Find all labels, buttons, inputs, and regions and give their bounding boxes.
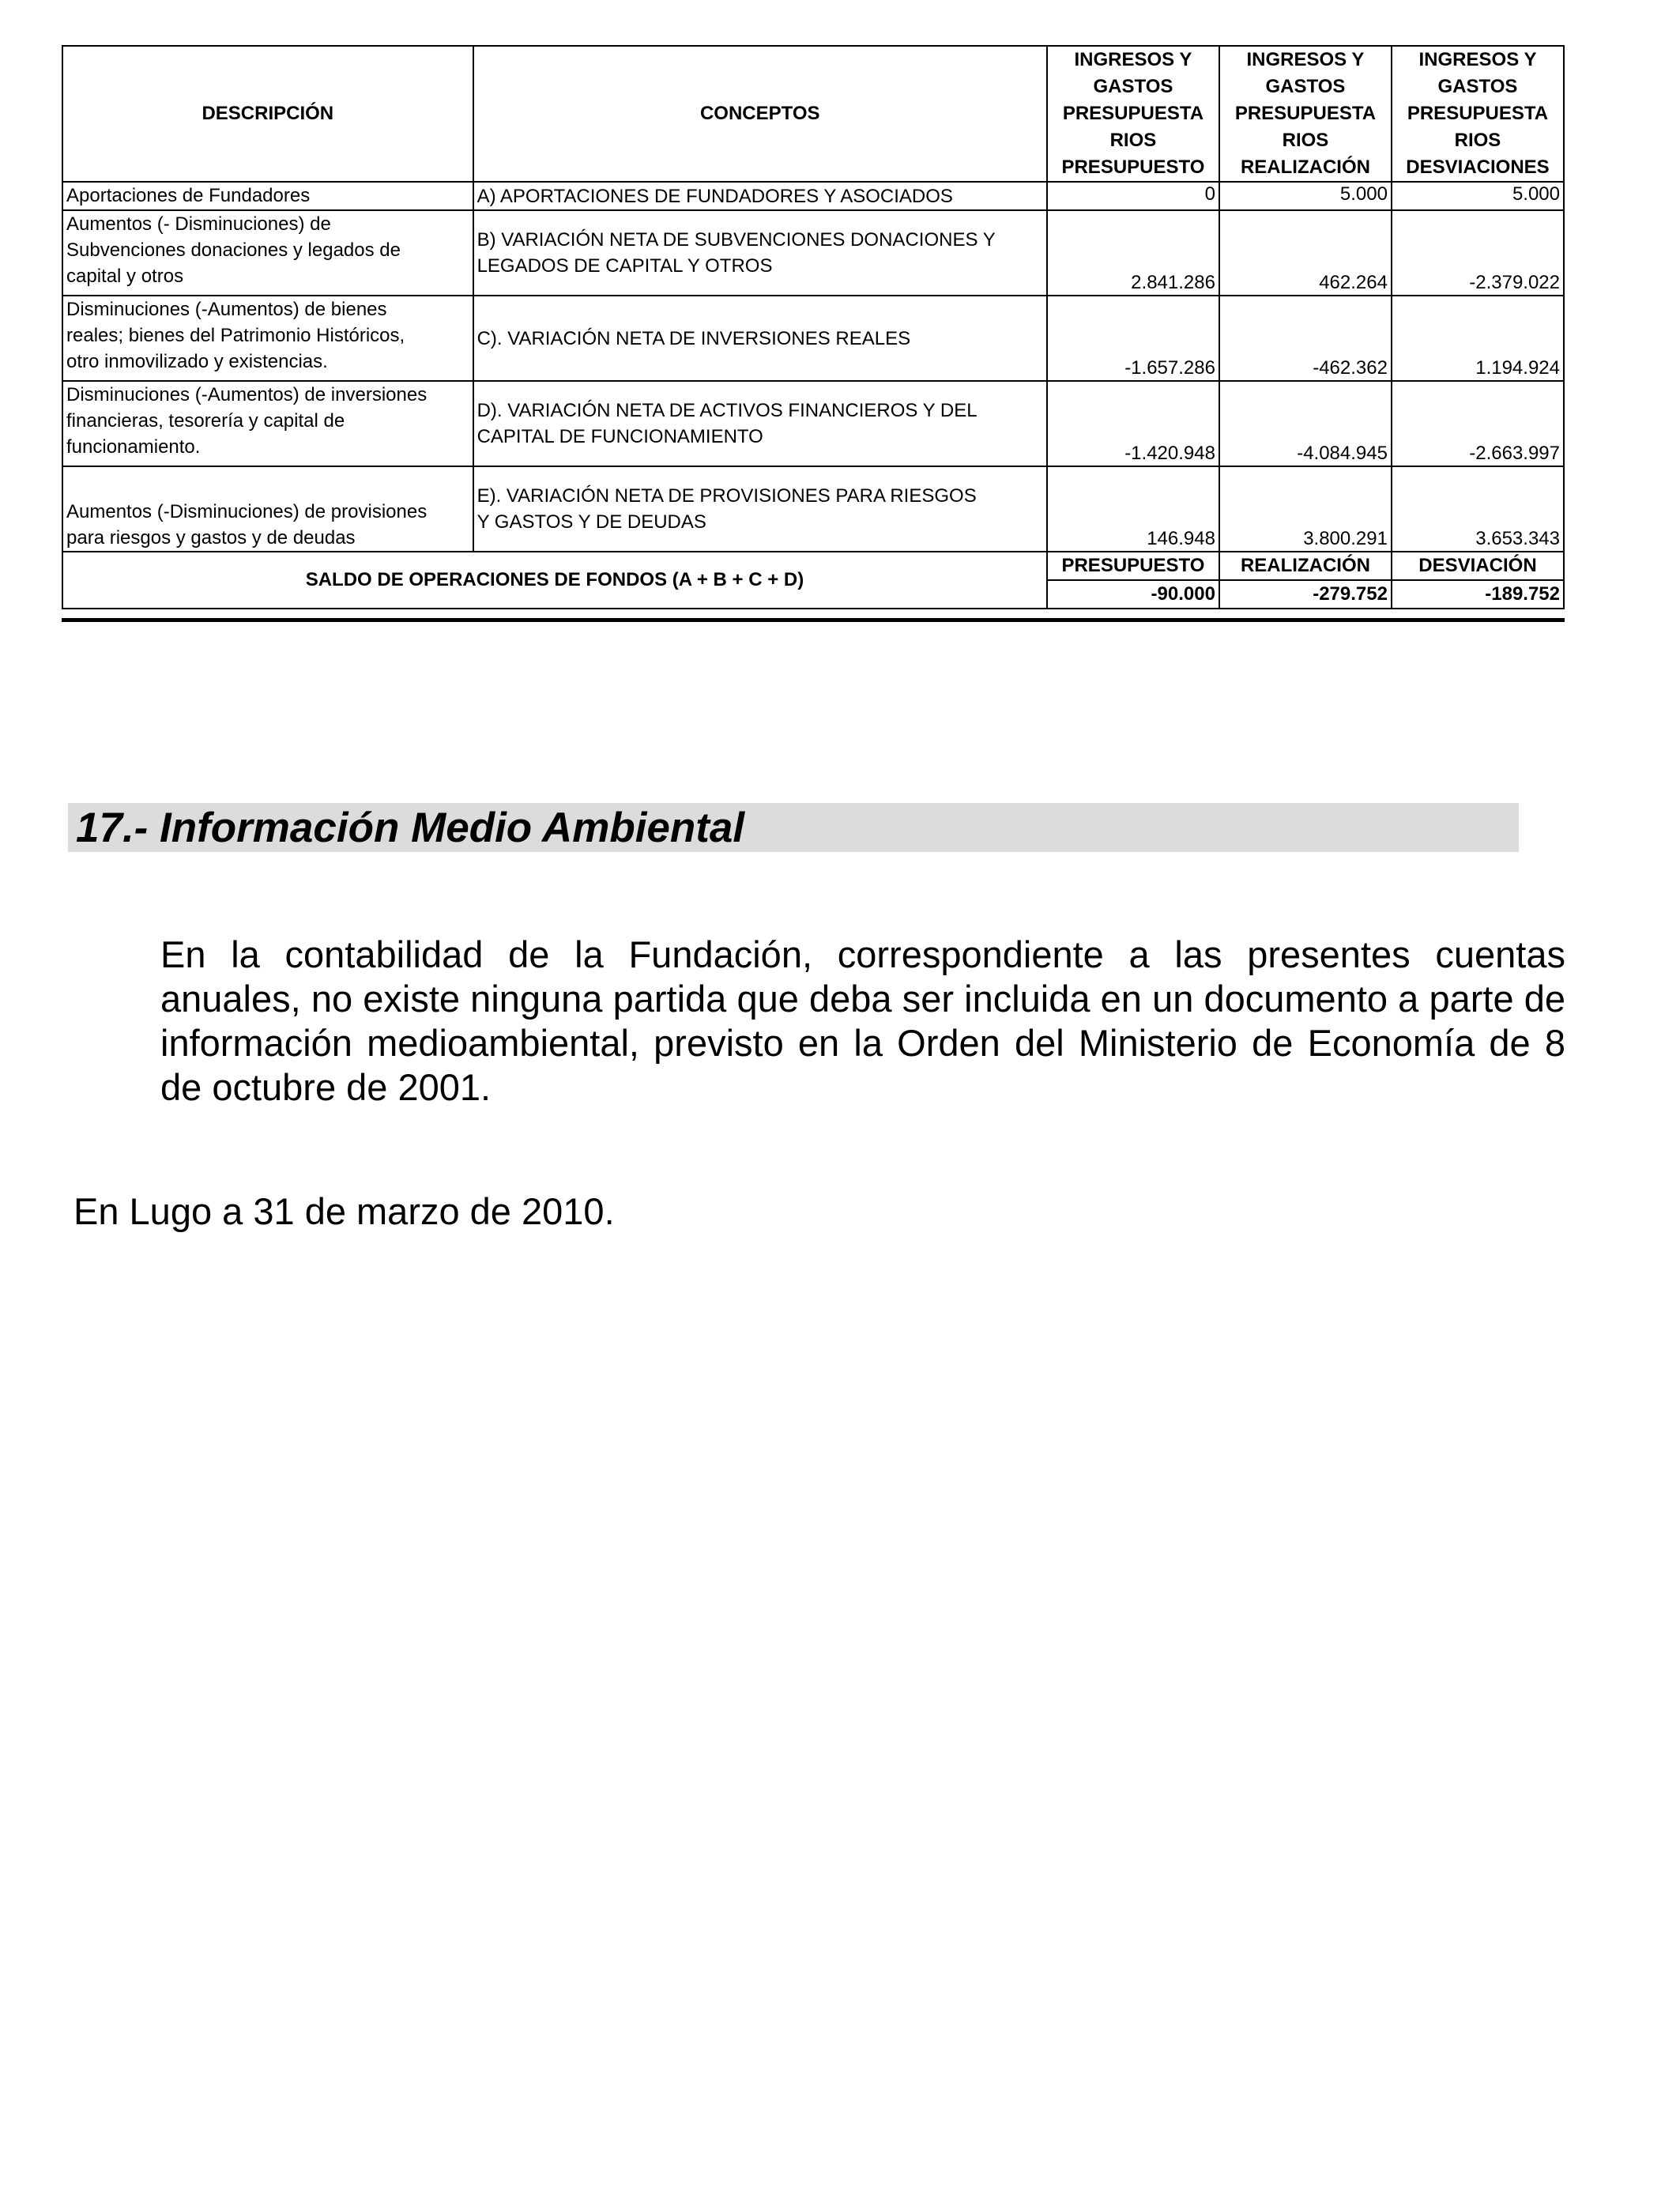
header-line: REALIZACIÓN (1240, 156, 1370, 178)
table-row (62, 381, 1564, 466)
concepto-line: C). VARIACIÓN NETA DE INVERSIONES REALES (477, 327, 911, 349)
desc-line: Subvenciones donaciones y legados de (66, 239, 401, 261)
saldo-desviacion: -189.752 (1392, 580, 1564, 609)
concepto-line: Y GASTOS Y DE DEUDAS (477, 511, 706, 533)
header-line: INGRESOS Y (1418, 49, 1537, 70)
saldo-header-row (62, 552, 1564, 580)
header-line: RIOS (1282, 130, 1329, 151)
cell-realizacion: 3.800.291 (1219, 466, 1392, 552)
header-presupuesto (1047, 46, 1219, 182)
body-paragraph: En la contabilidad de la Fundación, correspondiente a las presentes cuentas anuales, no existe ninguna partida que deba ser incluida en un documento a parte de información medioambiental, previsto en la Orden del Ministerio de Economía de 8 de octubre de 2001. (160, 933, 1565, 1108)
desc-line: Aportaciones de Fundadores (66, 185, 311, 206)
header-line: PRESUPUESTA (1234, 103, 1377, 124)
row-concepto (473, 182, 1047, 210)
section-title: 17.- Información Medio Ambiental (76, 805, 745, 851)
concepto-line: LEGADOS DE CAPITAL Y OTROS (477, 255, 773, 277)
header-descripcion: DESCRIPCIÓN (62, 46, 473, 182)
desc-line: Disminuciones (-Aumentos) de bienes (66, 299, 387, 320)
cell-presupuesto: -1.657.286 (1047, 296, 1219, 381)
table-row (62, 296, 1564, 381)
row-descripcion (62, 296, 473, 381)
header-line: GASTOS (1265, 76, 1346, 97)
closing-line: En Lugo a 31 de marzo de 2010. (73, 1190, 615, 1232)
header-line: GASTOS (1093, 76, 1173, 97)
concepto-line: E). VARIACIÓN NETA DE PROVISIONES PARA RIESGOS (477, 485, 977, 507)
cell-desviacion: -2.379.022 (1392, 210, 1564, 296)
header-line: PRESUPUESTO (1061, 156, 1205, 178)
header-line: INGRESOS Y (1246, 49, 1365, 70)
concepto-line: CAPITAL DE FUNCIONAMIENTO (477, 426, 763, 447)
table-row (62, 182, 1564, 210)
cell-presupuesto: -1.420.948 (1047, 381, 1219, 466)
desc-line: Disminuciones (-Aumentos) de inversiones (66, 384, 428, 405)
cell-desviacion: 1.194.924 (1392, 296, 1564, 381)
concepto-line: A) APORTACIONES DE FUNDADORES Y ASOCIADOS (477, 185, 953, 207)
header-line: PRESUPUESTA (1407, 103, 1549, 124)
cell-realizacion: 462.264 (1219, 210, 1392, 296)
table-row (62, 466, 1564, 552)
cell-desviacion: -2.663.997 (1392, 381, 1564, 466)
desc-line: financieras, tesorería y capital de (66, 410, 345, 432)
table-header-row (62, 46, 1564, 182)
row-concepto (473, 466, 1047, 552)
cell-realizacion: 5.000 (1219, 182, 1392, 210)
cell-desviacion: 3.653.343 (1392, 466, 1564, 552)
row-descripcion (62, 182, 473, 210)
header-line: DESVIACIONES (1406, 156, 1550, 178)
cell-realizacion: -4.084.945 (1219, 381, 1392, 466)
saldo-header-realizacion: REALIZACIÓN (1219, 552, 1392, 580)
desc-line: reales; bienes del Patrimonio Históricos, (66, 325, 405, 346)
saldo-header-presupuesto: PRESUPUESTO (1047, 552, 1219, 580)
header-line: GASTOS (1437, 76, 1518, 97)
header-desviaciones (1392, 46, 1564, 182)
saldo-presupuesto: -90.000 (1047, 580, 1219, 609)
row-concepto (473, 296, 1047, 381)
budget-table (62, 45, 1565, 609)
header-line: RIOS (1454, 130, 1501, 151)
table-bottom-rule (62, 618, 1565, 622)
saldo-realizacion: -279.752 (1219, 580, 1392, 609)
desc-line: Aumentos (- Disminuciones) de (66, 213, 331, 235)
cell-presupuesto: 2.841.286 (1047, 210, 1219, 296)
cell-desviacion: 5.000 (1392, 182, 1564, 210)
saldo-header-desviacion: DESVIACIÓN (1392, 552, 1564, 580)
header-realizacion (1219, 46, 1392, 182)
desc-line: Aumentos (-Disminuciones) de provisiones (66, 501, 428, 522)
cell-presupuesto: 146.948 (1047, 466, 1219, 552)
saldo-label: SALDO DE OPERACIONES DE FONDOS (A + B + C + D) (62, 552, 1047, 609)
desc-line: capital y otros (66, 266, 184, 287)
desc-line: otro inmovilizado y existencias. (66, 351, 328, 372)
header-line: INGRESOS Y (1074, 49, 1192, 70)
cell-presupuesto: 0 (1047, 182, 1219, 210)
cell-realizacion: -462.362 (1219, 296, 1392, 381)
row-concepto (473, 210, 1047, 296)
header-line: RIOS (1109, 130, 1157, 151)
header-conceptos: CONCEPTOS (473, 46, 1047, 182)
desc-line: para riesgos y gastos y de deudas (66, 527, 356, 548)
row-descripcion (62, 210, 473, 296)
desc-line: funcionamiento. (66, 436, 201, 458)
table-row (62, 210, 1564, 296)
concepto-line: B) VARIACIÓN NETA DE SUBVENCIONES DONACIONES Y (477, 229, 996, 251)
row-concepto (473, 381, 1047, 466)
row-descripcion (62, 466, 473, 552)
row-descripcion (62, 381, 473, 466)
concepto-line: D). VARIACIÓN NETA DE ACTIVOS FINANCIEROS Y DEL (477, 400, 977, 421)
header-line: PRESUPUESTA (1062, 103, 1204, 124)
